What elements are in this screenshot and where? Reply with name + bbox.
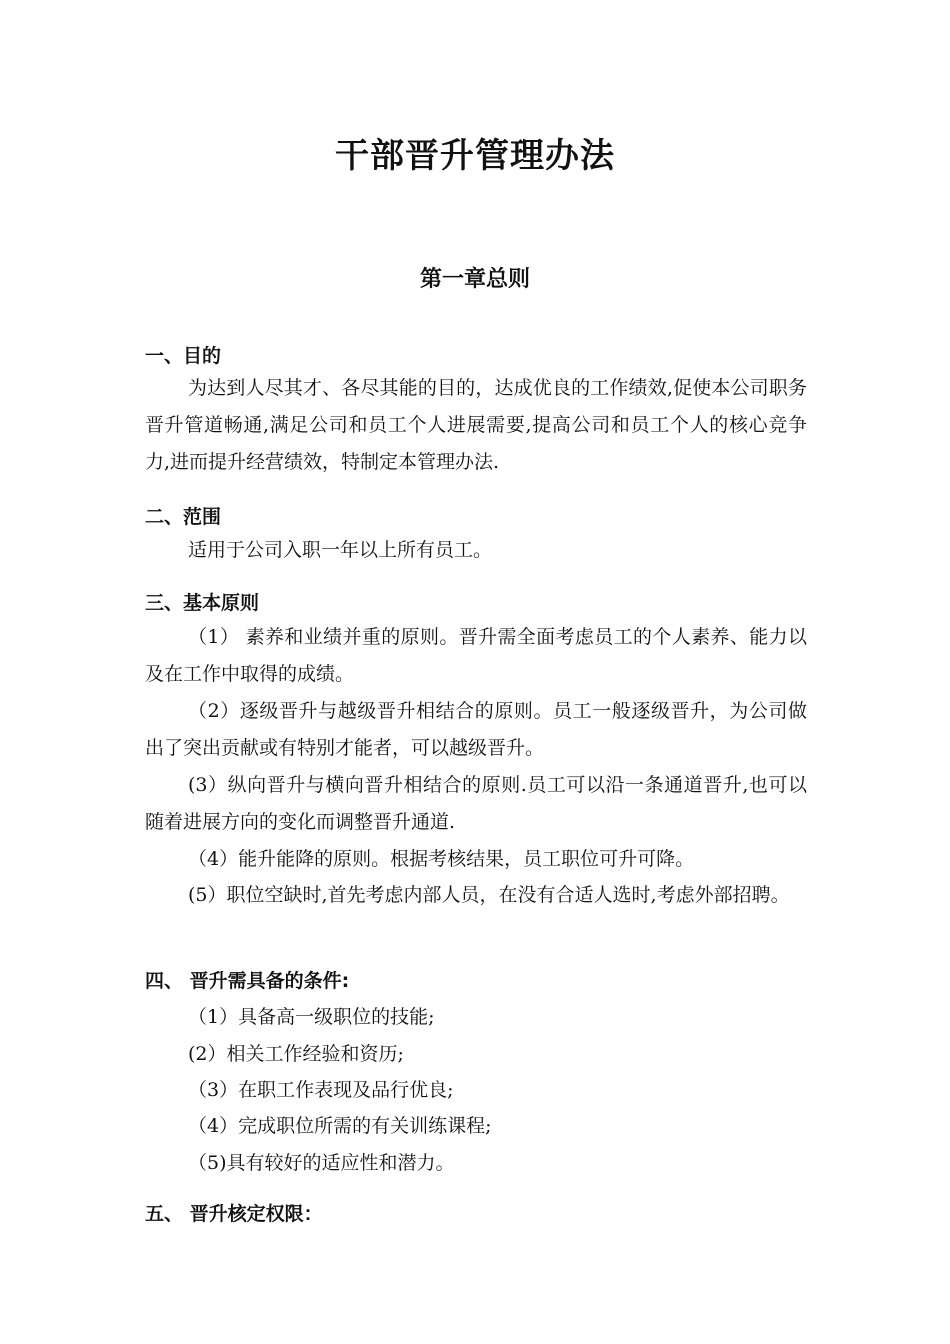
list-item: （4）能升能降的原则。根据考核结果，员工职位可升可降。 [188,848,695,870]
list-item: （3）在职工作表现及品行优良; [188,1079,454,1101]
list-item: （2）逐级晋升与越级晋升相结合的原则。员工一般逐级晋升，为公司做出了突出贡献或有特别才能者，可以越级晋升。 [145,700,807,759]
section-heading-conditions: 四、 晋升需具备的条件: [145,970,350,992]
list-item: （5)具有较好的适应性和潜力。 [188,1152,455,1174]
section-heading-purpose: 一、目的 [145,345,222,367]
section-heading-scope: 二、范围 [145,506,222,528]
document-title: 干部晋升管理办法 [335,136,615,176]
section-heading-principles: 三、基本原则 [145,592,260,614]
section-heading-authority: 五、 晋升核定权限： [145,1203,323,1225]
list-item: (2）相关工作经验和资历; [188,1043,404,1065]
list-item: （1） 素养和业绩并重的原则。晋升需全面考虑员工的个人素养、能力以及在工作中取得的成绩。 [145,626,807,685]
list-item: (3）纵向晋升与横向晋升相结合的原则.员工可以沿一条通道晋升,也可以随着进展方向的变化而调整晋升通道. [145,774,807,833]
chapter-heading: 第一章总则 [419,267,530,292]
list-item: (5）职位空缺时,首先考虑内部人员，在没有合适人选时,考虑外部招聘。 [188,884,790,906]
list-item: （4）完成职位所需的有关训练课程; [188,1115,492,1137]
list-item: （1）具备高一级职位的技能; [188,1006,435,1028]
section-body-scope: 适用于公司入职一年以上所有员工。 [188,539,493,561]
section-body-purpose: 为达到人尽其才、各尽其能的目的，达成优良的工作绩效,促使本公司职务晋升管道畅通,满足公司和员工个人进展需要,提高公司和员工个人的核心竞争力,进而提升经营绩效，特制定本管理办法. [145,377,807,473]
